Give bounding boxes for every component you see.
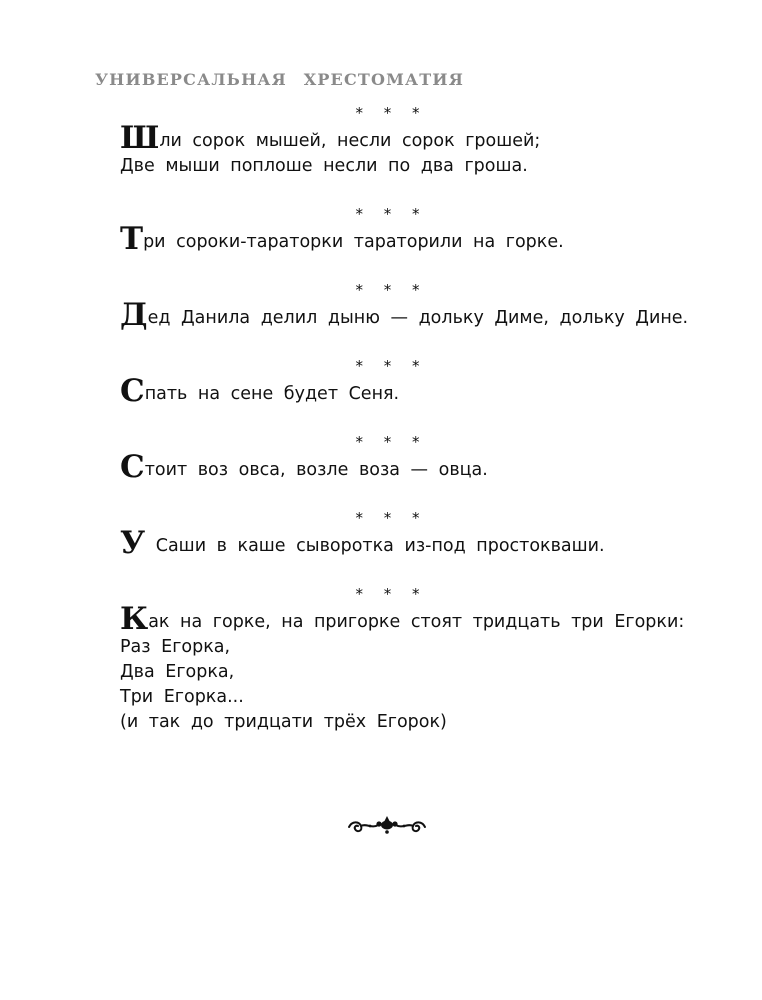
stars-separator: * * * <box>355 281 428 299</box>
stars-separator: * * * <box>355 205 428 223</box>
verse-line <box>120 120 720 156</box>
verse-text: тоит воз овса, возле воза — овца. <box>144 460 488 480</box>
verse-block-5 <box>120 429 720 483</box>
stars-separator: * * * <box>355 104 428 122</box>
verse-block-4 <box>120 353 720 407</box>
stars-separator: * * * <box>355 585 428 603</box>
verse-line <box>120 373 720 409</box>
verse-line <box>120 601 720 637</box>
verse-text: Саши в каше сыворотка из-под простокваши. <box>145 536 605 556</box>
verse-line <box>120 525 720 561</box>
drop-cap: С <box>120 373 145 409</box>
drop-cap: Т <box>120 221 144 257</box>
stars-separator: * * * <box>355 357 428 375</box>
stars-separator: * * * <box>355 509 428 527</box>
verse-block-1 <box>120 100 720 179</box>
verse-block-2 <box>120 201 720 255</box>
verse-text: ри сороки-тараторки тараторили на горке. <box>143 232 564 252</box>
verse-block-3 <box>120 277 720 331</box>
verse-line: Два Егорка, <box>120 662 235 682</box>
verse-line <box>120 297 720 333</box>
verse-line <box>120 449 720 485</box>
verse-block-7 <box>120 581 720 735</box>
stars-separator: * * * <box>355 433 428 451</box>
verse-text: пать на сене будет Сеня. <box>144 384 400 404</box>
verse-text: ак на горке, на пригорке стоят тридцать три Егорки: <box>148 612 685 632</box>
verse-block-6 <box>120 505 720 559</box>
drop-cap: Д <box>120 297 148 333</box>
running-head: УНИВЕРСАЛЬНАЯ ХРЕСТОМАТИЯ <box>95 70 465 89</box>
verse-line: Три Егорка... <box>120 687 244 707</box>
vignette-ornament-icon <box>346 813 428 837</box>
drop-cap: У <box>120 525 146 561</box>
verse-line: (и так до тридцати трёх Егорок) <box>120 712 447 732</box>
tongue-twisters-list <box>120 100 720 757</box>
drop-cap: Ш <box>120 120 160 156</box>
verse-line: Раз Егорка, <box>120 637 231 657</box>
drop-cap: С <box>120 449 145 485</box>
drop-cap: К <box>120 601 149 637</box>
verse-line: Две мыши поплоше несли по два гроша. <box>120 156 528 176</box>
verse-text: ли сорок мышей, несли сорок грошей; <box>159 131 541 151</box>
verse-text: ед Данила делил дыню — дольку Диме, дольку Дине. <box>147 308 689 328</box>
verse-line <box>120 221 720 257</box>
